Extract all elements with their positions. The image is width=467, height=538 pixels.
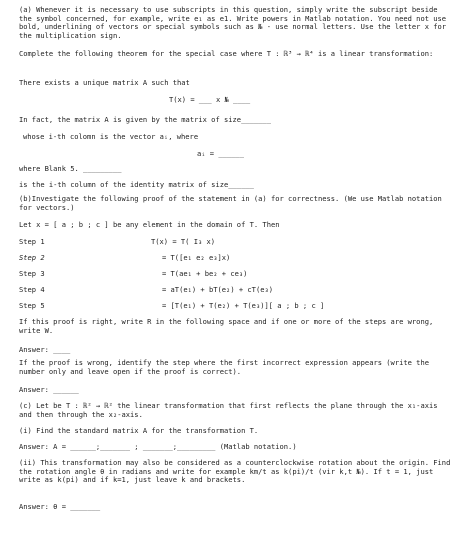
tx-formula[interactable]: T(x) = ___ x № ____ <box>169 95 251 104</box>
let-line: Let x = [ a ; b ; c ] be any element in the domain of T. Then <box>19 220 280 229</box>
step-2-label: Step 2 <box>19 253 45 262</box>
step-4-label: Step 4 <box>19 285 45 294</box>
answer-3[interactable]: Answer: A = ______;_______ ; _______;_________ (Matlab notation.) <box>19 442 297 451</box>
identity-line[interactable]: is the i-th column of the identity matrix of size______ <box>19 180 254 189</box>
step-5-label: Step 5 <box>19 301 45 310</box>
proof-wrong-question: If the proof is wrong, identify the step where the first incorrect expression appears (write the number only and leave open if the proof is correct). <box>19 358 429 376</box>
part-c-i: (i) Find the standard matrix A for the transformation T. <box>19 426 259 435</box>
column-line: whose i-th colomn is the vector aᵢ, where <box>23 132 199 141</box>
step-1-label: Step 1 <box>19 237 45 246</box>
step-5-expr: = [T(e₁) + T(e₂) + T(e₃)][ a ; b ; c ] <box>162 301 325 310</box>
part-c-ii: (ii) This transformation may also be considered as a counterclockwise rotation about the origin. Find the rotation angle θ in radians and write for example km/t as k(pi)/t (vir k,t №). If t = 1, just write as k(pi) and if k=1, just leave k and brackets. <box>19 458 451 485</box>
part-c-heading: (c) Let be T : ℝ² → ℝ² the linear transformation that first reflects the plane through the x₁-axis and then through the x₂-axis. <box>19 401 438 419</box>
ai-formula[interactable]: aᵢ = ______ <box>197 149 244 158</box>
step-1-expr: T(x) = T( I₃ x) <box>151 237 216 246</box>
step-3-expr: = T(ae₁ + be₂ + ce₃) <box>162 269 248 278</box>
complete-theorem-instruction: Complete the following theorem for the special case where T : ℝ³ → ℝ⁴ is a linear transformation: <box>19 49 434 58</box>
blank5-line[interactable]: where Blank 5. _________ <box>19 164 122 173</box>
proof-right-question: If this proof is right, write R in the following space and if one or more of the steps are wrong, write W. <box>19 317 434 335</box>
answer-4[interactable]: Answer: θ = _______ <box>19 502 101 511</box>
answer-1[interactable]: Answer: ____ <box>19 345 71 354</box>
step-4-expr: = aT(e₁) + bT(e₂) + cT(e₃) <box>162 285 274 294</box>
intro-paragraph: (a) Whenever it is necessary to use subscripts in this question, simply write the subscript beside the symbol concerned, for example, write e₁ as e1. Write powers in Matlab notation. You need not use bold, underlining of vectors or special symbols such as № - use normal letters. Use the letter x for the multiplication sign. <box>19 5 447 40</box>
part-b-heading: (b)Investigate the following proof of the statement in (a) for correctness. (We use Matlab notation for vectors.) <box>19 194 442 212</box>
step-3-label: Step 3 <box>19 269 45 278</box>
step-2-expr: = T([e₁ e₂ e₃]x) <box>162 253 231 262</box>
exists-line: There exists a unique matrix A such that <box>19 78 190 87</box>
answer-2[interactable]: Answer: ______ <box>19 385 79 394</box>
matrix-size-line[interactable]: In fact, the matrix A is given by the matrix of size_______ <box>19 115 271 124</box>
